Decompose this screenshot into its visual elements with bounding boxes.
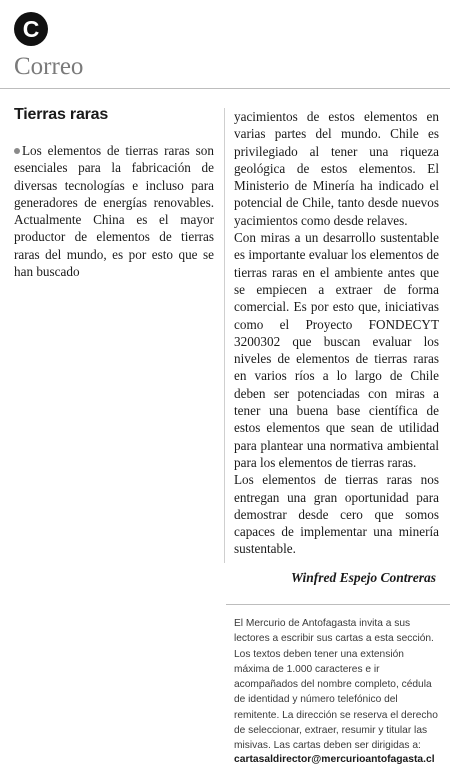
bullet-icon (14, 148, 20, 154)
article-text-left: Los elementos de tierras raras son esenciales para la fabricación de diversas tecnologías e incluso para generadores de energías renovables. Actualmente China es el mayor productor de elementos de tierras raras del mundo, es por esto que se han buscado (14, 143, 214, 280)
column-divider (224, 108, 225, 563)
article-paragraph: yacimientos de estos elementos en varias partes del mundo. Chile es privilegiado al tener una riqueza geológica de estos elementos. El Ministerio de Minería ha indicado el potencial de Chile, tanto desde nuevos yacimientos como desde relaves. (234, 109, 439, 228)
section-badge: C (14, 12, 48, 46)
article-paragraph: Los elementos de tierras raras nos entregan una gran oportunidad para demostrar desde cero que somos capaces de implementar una minería sustentable. (234, 472, 439, 557)
article-title: Tierras raras (14, 106, 109, 123)
article-column-left (14, 142, 214, 280)
article-paragraph: Con miras a un desarrollo sustentable es importante evaluar los elementos de tierras raras en el ambiente antes que se empiecen a extraer de forma comercial. Es por esto que, iniciativas como el Proyecto FONDECYT 3200302 que buscan evaluar los niveles de elementos de tierras raras en varios ríos a lo largo de Chile deben ser potenciadas con miras a tener una buena base científica de estos elementos que sean de utilidad para plantear una normativa ambiental para los elementos de tierras raras. (234, 230, 439, 470)
contact-email-link[interactable]: cartasaldirector@mercurioantofagasta.cl (234, 754, 435, 765)
header-divider (0, 88, 450, 89)
article-paragraph (14, 142, 214, 280)
author-signature: Winfred Espejo Contreras (290, 570, 436, 585)
notice-divider (226, 604, 450, 605)
notice-text: El Mercurio de Antofagasta invita a sus lectores a escribir sus cartas a esta sección. Los textos deben tener una extensión máxima de 1.000 caracteres e ir acompañados del nombre completo, cédula de identidad y número telefónico del remitente. La dirección se reserva el derecho de seleccionar, extraer, resumir y titular las misivas. Las cartas deben ser dirigidas a: (234, 618, 438, 752)
submission-notice (234, 616, 442, 754)
article-column-right (234, 108, 439, 558)
section-title: Correo (14, 53, 84, 80)
